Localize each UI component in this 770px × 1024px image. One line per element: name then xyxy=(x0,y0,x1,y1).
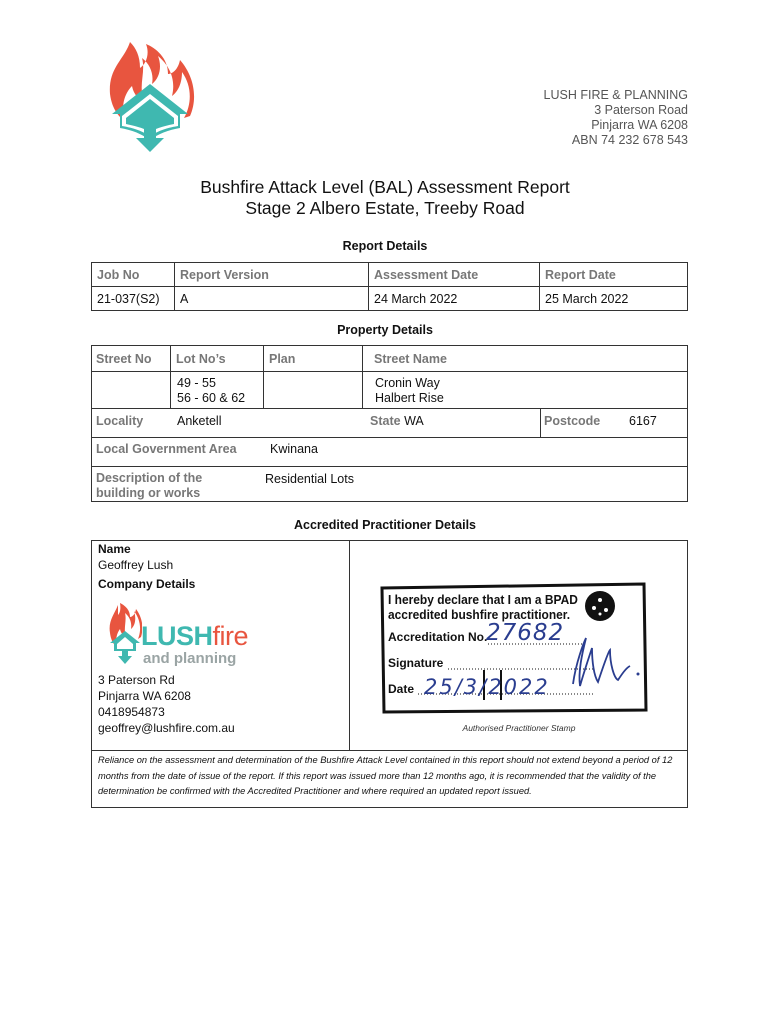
description-label-line-1: Description of the xyxy=(96,471,203,485)
stamp-accreditation-label: Accreditation No. xyxy=(388,630,488,644)
postcode-label: Postcode xyxy=(544,414,601,428)
assessment-date-value: 24 March 2022 xyxy=(369,287,540,311)
company-logo xyxy=(100,38,200,156)
company-address xyxy=(544,88,688,148)
property-details-heading: Property Details xyxy=(337,323,433,337)
report-version-header: Report Version xyxy=(175,263,369,287)
street-name-1: Cronin Way xyxy=(375,376,440,390)
locality-label: Locality xyxy=(96,414,144,428)
stamp-caption: Authorised Practitioner Stamp xyxy=(462,723,576,733)
company-address-line-2: Pinjarra WA 6208 xyxy=(591,118,688,132)
lot-no-label: Lot No’s xyxy=(176,352,226,366)
practitioner-address-line-2: Pinjarra WA 6208 xyxy=(98,689,191,703)
locality-value: Anketell xyxy=(177,414,222,428)
stamp-declaration-line-1: I hereby declare that I am a BPAD xyxy=(388,592,578,607)
reliance-disclaimer: Reliance on the assessment and determination of the Bushfire Attack Level contained in this report should not extend beyond a period of 12 months from the date of issue of the report. If this report was issued more than 12 months ago, it is recommended that the validity of the determination be confirmed with the Accredited Practitioner and where required an updated report issued. xyxy=(98,755,673,796)
job-no-header: Job No xyxy=(92,263,175,287)
plan-label: Plan xyxy=(269,352,296,366)
report-version-value: A xyxy=(175,287,369,311)
logo-tagline: and planning xyxy=(143,650,237,667)
stamp-declaration xyxy=(388,592,578,622)
lushfire-logo-text xyxy=(141,621,248,651)
lga-label: Local Government Area xyxy=(96,442,237,456)
lot-number-2: 56 - 60 & 62 xyxy=(177,391,246,405)
report-details-table xyxy=(91,262,688,311)
lga-value: Kwinana xyxy=(270,442,318,456)
stamp-accreditation-number: 27682 xyxy=(486,620,565,646)
practitioner-name: Geoffrey Lush xyxy=(98,558,174,572)
lot-number-1: 49 - 55 xyxy=(177,376,216,390)
practitioner-address-line-1: 3 Paterson Rd xyxy=(98,673,175,687)
assessment-date-header: Assessment Date xyxy=(369,263,540,287)
stamp-date-label: Date xyxy=(388,682,415,696)
state-value: WA xyxy=(404,414,424,428)
logo-word-lush: LUSH xyxy=(141,621,213,651)
street-no-label: Street No xyxy=(96,352,152,366)
lushfire-logo-icon xyxy=(108,603,142,667)
company-address-line-1: 3 Paterson Road xyxy=(594,103,688,117)
report-date-header: Report Date xyxy=(540,263,688,287)
table-row xyxy=(92,263,688,287)
property-details-table xyxy=(91,345,688,502)
practitioner-info xyxy=(98,541,195,592)
practitioner-contact xyxy=(98,672,235,736)
stamp-declaration-line-2: accredited bushfire practitioner. xyxy=(388,607,571,622)
description-value: Residential Lots xyxy=(265,472,354,486)
practitioner-email: geoffrey@lushfire.com.au xyxy=(98,721,235,735)
company-name: LUSH FIRE & PLANNING xyxy=(543,88,688,102)
report-details-heading: Report Details xyxy=(342,239,428,253)
practitioner-phone: 0418954873 xyxy=(98,705,165,719)
job-no-value: 21-037(S2) xyxy=(92,287,175,311)
name-label: Name xyxy=(98,542,131,556)
practitioner-heading: Accredited Practitioner Details xyxy=(293,518,476,532)
stamp-signature-label: Signature xyxy=(388,656,444,670)
description-label-line-2: building or works xyxy=(96,486,201,500)
signature-icon xyxy=(573,638,640,686)
report-date-value: 25 March 2022 xyxy=(540,287,688,311)
report-title: Bushfire Attack Level (BAL) Assessment Report xyxy=(200,177,570,197)
postcode-value: 6167 xyxy=(629,414,657,428)
state-field xyxy=(370,414,424,429)
bpad-badge-icon xyxy=(585,591,615,621)
state-label: State xyxy=(370,414,401,428)
street-name-label: Street Name xyxy=(374,352,447,366)
company-details-label: Company Details xyxy=(98,577,196,591)
stamp-date: 25/3/2022 xyxy=(424,675,550,699)
logo-word-fire: fire xyxy=(212,621,249,651)
practitioner-stamp xyxy=(378,582,648,714)
table-row xyxy=(92,287,688,311)
company-abn: ABN 74 232 678 543 xyxy=(571,133,688,147)
street-name-2: Halbert Rise xyxy=(375,391,444,405)
report-subtitle: Stage 2 Albero Estate, Treeby Road xyxy=(245,198,525,218)
